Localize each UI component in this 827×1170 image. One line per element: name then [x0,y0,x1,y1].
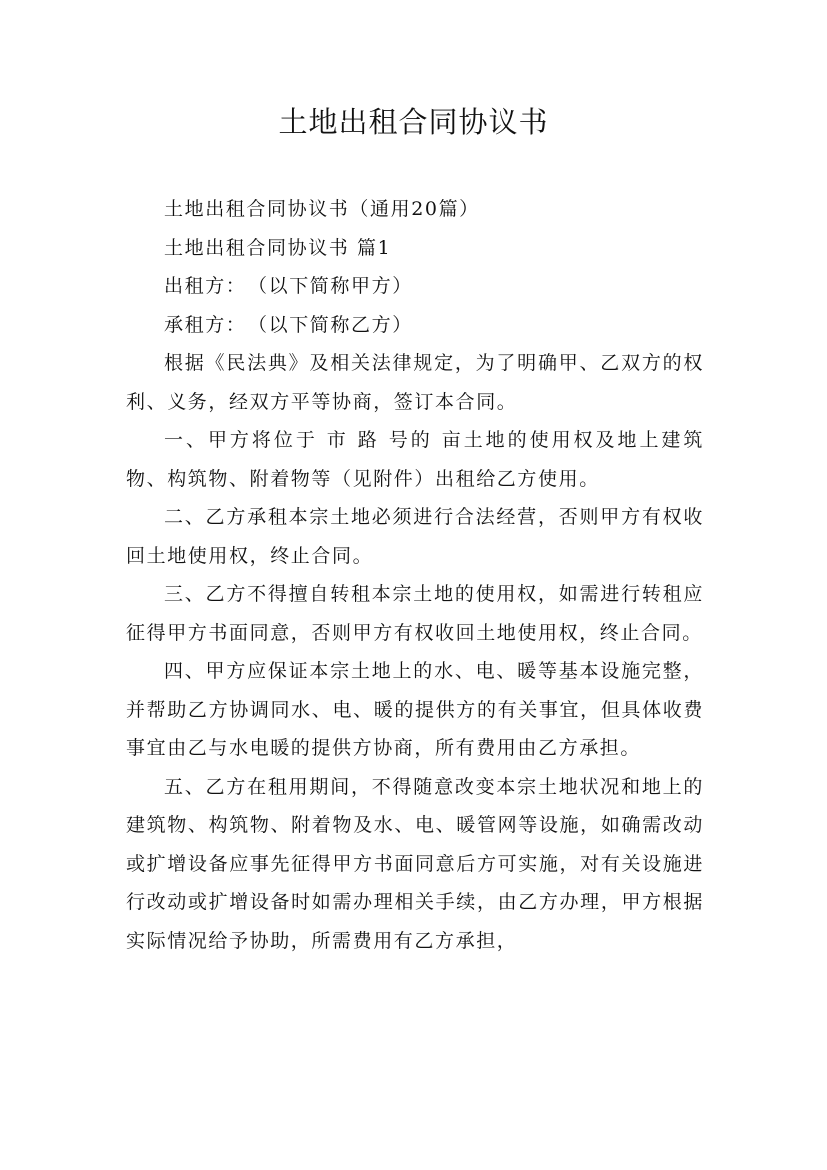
document-title: 土地出租合同协议书 [278,105,549,139]
paragraph-lessor: 出租方： （以下简称甲方） [164,275,413,297]
paragraph-preamble: 根据《民法典》及相关法律规定，为了明确甲、乙双方的权利、义务，经双方平等协商，签订本合同。 [126,352,704,413]
paragraph-lessee: 承租方： （以下简称乙方） [164,313,413,336]
paragraph-subtitle: 土地出租合同协议书（通用20篇） [164,198,480,220]
paragraph-clause-2: 二、乙方承租本宗土地必须进行合法经营，否则甲方有权收回土地使用权，终止合同。 [126,506,704,567]
paragraph-clause-1: 一、甲方将位于 市 路 号的 亩土地的使用权及地上建筑物、构筑物、附着物等（见附件）出租给乙方使用。 [126,429,704,490]
paragraph-clause-4: 四、甲方应保证本宗土地上的水、电、暖等基本设施完整，并帮助乙方协调同水、电、暖的提供方的有关事宜，但具体收费事宜由乙与水电暖的提供方协商，所有费用由乙方承担。 [126,660,704,759]
paragraph-clause-3: 三、乙方不得擅自转租本宗土地的使用权，如需进行转租应征得甲方书面同意，否则甲方有权收回土地使用权，终止合同。 [126,583,704,644]
document-body [126,190,704,960]
paragraph-section-heading: 土地出租合同协议书 篇1 [164,236,392,259]
paragraph-clause-5: 五、乙方在租用期间，不得随意改变本宗土地状况和地上的建筑物、构筑物、附着物及水、电、暖管网等设施，如确需改动或扩增设备应事先征得甲方书面同意后方可实施，对有关设施进行改动或扩增设备时如需办理相关手续，由乙方办理，甲方根据实际情况给予协助，所需费用有乙方承担， [126,775,704,952]
